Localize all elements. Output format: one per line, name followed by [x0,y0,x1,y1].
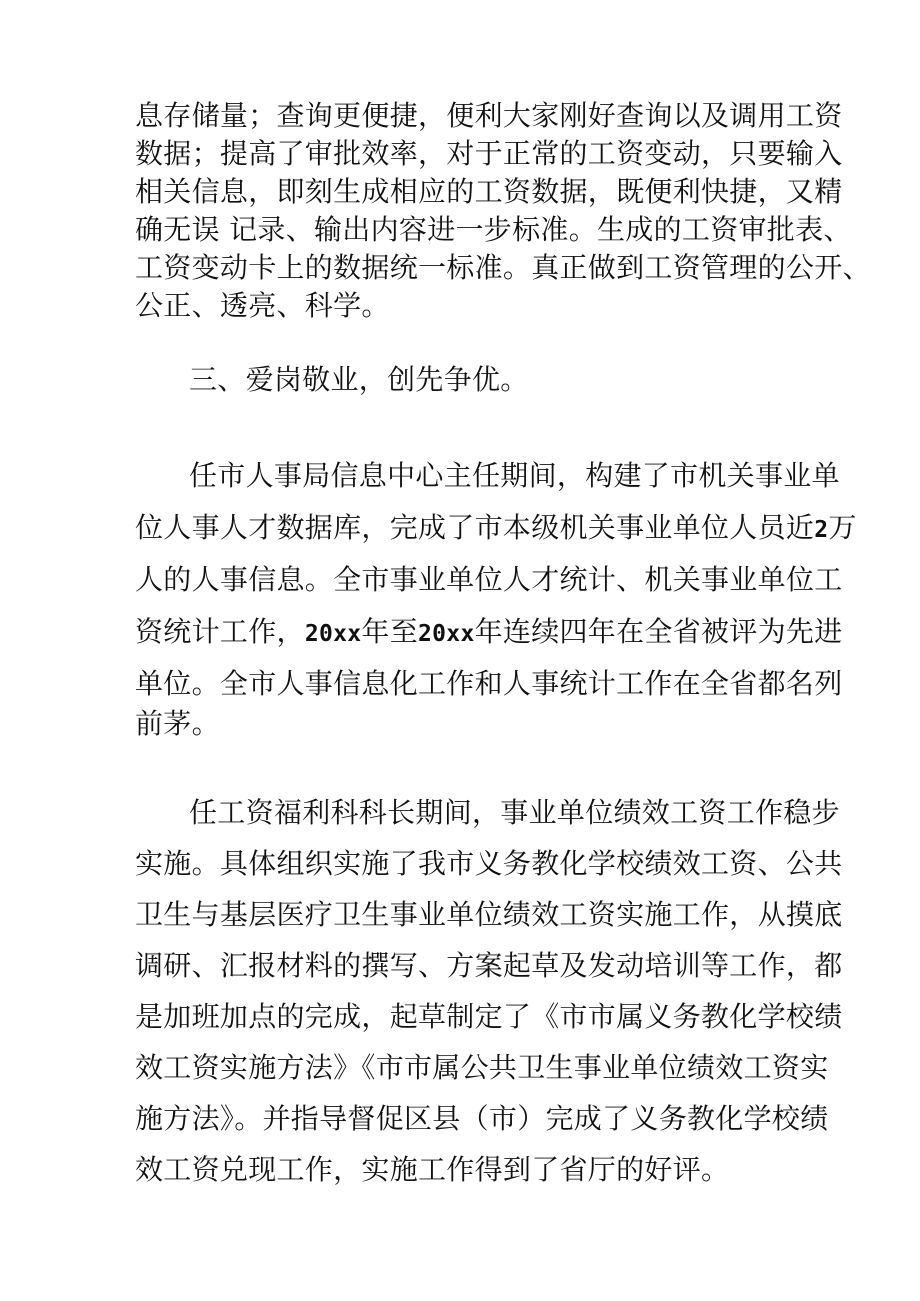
paragraph-line: 是加班加点的完成，起草制定了《市市属义务教化学校绩 [135,1000,843,1033]
paragraph-line: 任市人事局信息中心主任期间，构建了市机关事业单 [189,459,840,492]
number-run: 20xx [418,621,475,647]
paragraph-line: 单位。全市人事信息化工作和人事统计工作在全省都名列 [135,667,843,700]
paragraph-line: 公正、透亮、科学。 [135,289,390,322]
number-run: 20xx [304,621,362,647]
paragraph-line: 确无误 记录、输出内容进一步标准。生成的工资审批表、 [135,213,852,246]
paragraph-line [135,510,857,548]
paragraph-line: 效工资兑现工作，实施工作得到了省厅的好评。 [135,1153,730,1186]
text-run: 位人事人才数据库，完成了市本级机关事业单位人员近 [135,511,815,544]
paragraph-line: 数据；提高了审批效率，对于正常的工资变动，只要输入 [135,137,843,170]
paragraph-line: 实施。具体组织实施了我市义务教化学校绩效工资、公共 [135,847,843,880]
paragraph-line: 卫生与基层医疗卫生事业单位绩效工资实施工作，从摸底 [135,898,843,931]
paragraph-line: 息存储量；查询更便捷，便利大家刚好查询以及调用工资 [135,99,843,132]
paragraph-line: 工资变动卡上的数据统一标准。真正做到工资管理的公开、 [135,251,871,284]
paragraph-line: 相关信息，即刻生成相应的工资数据，既便利快捷，又精 [135,175,843,208]
text-run: 万 [828,511,857,544]
paragraph-line: 调研、汇报材料的撰写、方案起草及发动培训等工作，都 [135,949,843,982]
text-run: 年连续四年在全省被评为先进 [474,615,843,648]
text-run: 资统计工作， [135,615,305,648]
text-run: 年至 [361,615,419,648]
paragraph-line: 效工资实施方法》《市市属公共卫生事业单位绩效工资实 [135,1051,829,1084]
paragraph-line: 人的人事信息。全市事业单位人才统计、机关事业单位工 [135,563,843,596]
number-run: 2 [814,517,829,543]
paragraph-line: 任工资福利科科长期间，事业单位绩效工资工作稳步 [189,796,840,829]
paragraph-line: 前茅。 [135,707,220,740]
paragraph-line [135,614,843,652]
paragraph-line: 施方法》。并指导督促区县（市）完成了义务教化学校绩 [135,1102,829,1135]
section-heading: 三、爱岗敬业，创先争优。 [189,363,529,396]
